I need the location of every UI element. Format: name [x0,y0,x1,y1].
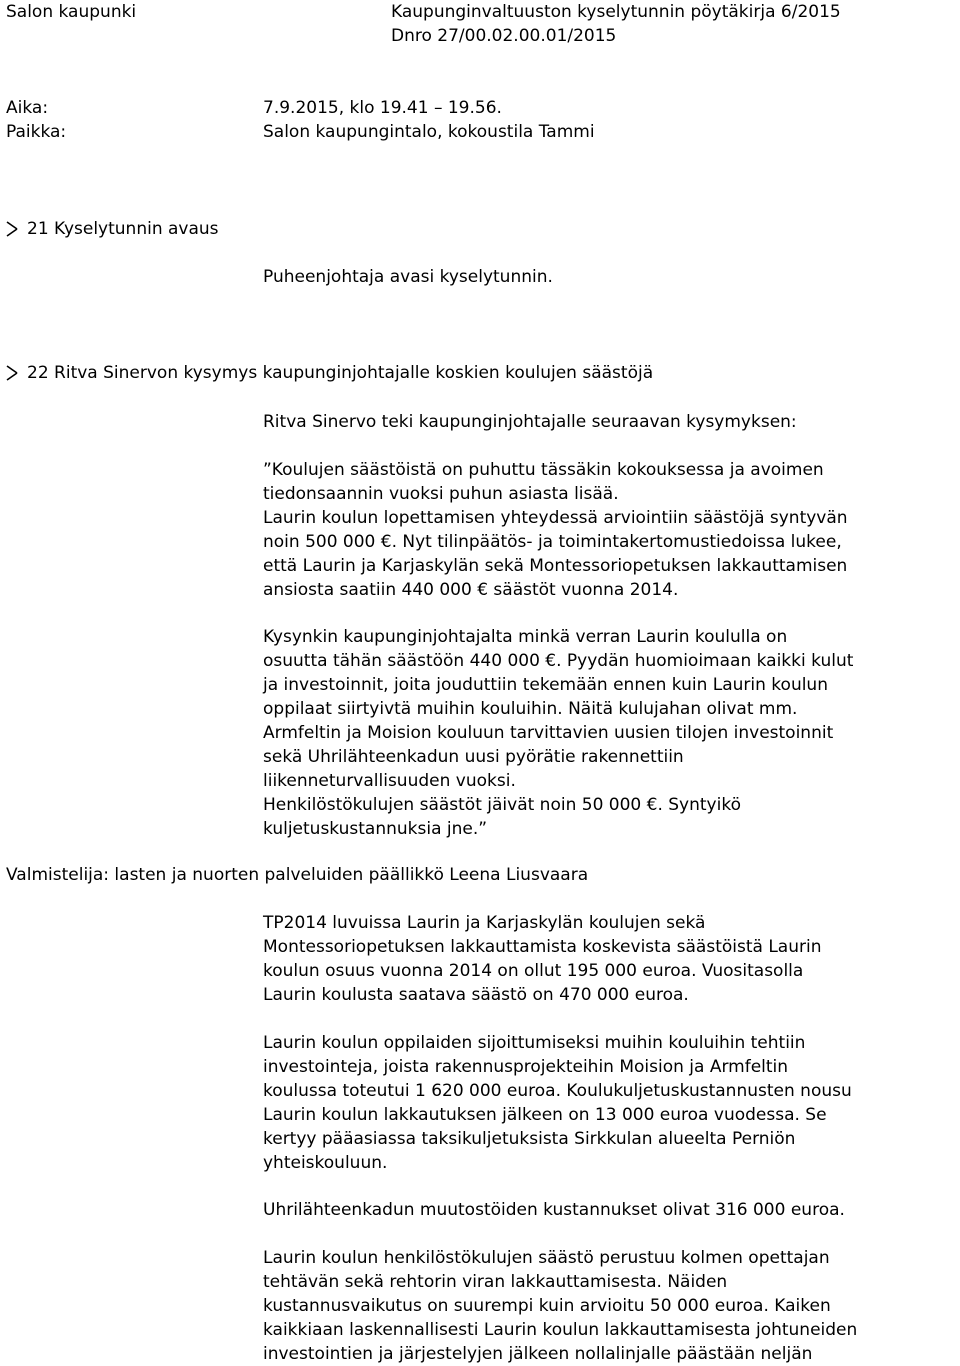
text-line: Armfeltin ja Moision kouluun tarvittavien uusien tilojen investoinnit [263,723,834,743]
text-line: Montessoriopetuksen lakkauttamista koskevista säästöistä Laurin [263,937,822,957]
text-line: kertyy pääasiassa taksikuljetuksista Sirkkulan alueelta Perniön [263,1129,796,1149]
text-line: TP2014 luvuissa Laurin ja Karjaskylän koulujen sekä [263,913,706,933]
section-marker-icon [6,220,18,238]
text-line: Laurin koulun lopettamisen yhteydessä arviointiin säästöjä syntyvän [263,508,848,528]
text-line: koulun osuus vuonna 2014 on ollut 195 000 euroa. Vuositasolla [263,961,804,981]
time-value: 7.9.2015, klo 19.41 – 19.56. [263,98,502,118]
section-22-heading [6,361,653,385]
time-label: Aika: [6,98,49,118]
section-21-text: Puheenjohtaja avasi kyselytunnin. [263,267,553,287]
answer-paragraph-4 [263,1246,953,1366]
section-21-heading [6,217,219,241]
text-line: oppilaat siirtyivtä muihin kouluihin. Näitä kulujahan olivat mm. [263,699,798,719]
text-line: sekä Uhrilähteenkadun uusi pyörätie rakennettiin [263,747,684,767]
section-21-title: 21 Kyselytunnin avaus [27,219,219,239]
question-intro: Ritva Sinervo teki kaupunginjohtajalle seuraavan kysymyksen: [263,412,797,432]
preparer-line: Valmistelija: lasten ja nuorten palveluiden päällikkö Leena Liusvaara [6,865,589,885]
text-line: tiedonsaannin vuoksi puhun asiasta lisää. [263,484,619,504]
document-number: Dnro 27/00.02.00.01/2015 [391,26,617,46]
question-paragraph-1 [263,458,953,602]
text-line: ja investoinnit, joita jouduttiin tekemään ennen kuin Laurin koulun [263,675,828,695]
text-line: kaikkiaan laskennallisesti Laurin koulun lakkauttamisesta johtuneiden [263,1320,858,1340]
text-line: tehtävän sekä rehtorin viran lakkauttamisesta. Näiden [263,1272,728,1292]
text-line: Laurin koulun henkilöstökulujen säästö perustuu kolmen opettajan [263,1248,830,1268]
answer-paragraph-3 [263,1198,953,1222]
text-line: ansiosta saatiin 440 000 € säästöt vuonna 2014. [263,580,679,600]
place-label: Paikka: [6,122,67,142]
place-value: Salon kaupungintalo, kokoustila Tammi [263,122,595,142]
text-line: osuutta tähän säästöön 440 000 €. Pyydän huomioimaan kaikki kulut [263,651,854,671]
text-line: yhteiskouluun. [263,1153,388,1173]
text-line: koulussa toteutui 1 620 000 euroa. Koulukuljetuskustannusten nousu [263,1081,852,1101]
text-line: kuljetuskustannuksia jne.” [263,819,488,839]
text-line: investointien ja järjestelyjen jälkeen nollalinjalle päästään neljän [263,1344,813,1364]
text-line: Laurin koulun lakkautuksen jälkeen on 13 000 euroa vuodessa. Se [263,1105,827,1125]
question-paragraph-2 [263,625,953,841]
text-line: ”Koulujen säästöistä on puhuttu tässäkin kokouksessa ja avoimen [263,460,824,480]
text-line: Uhrilähteenkadun muutostöiden kustannukset olivat 316 000 euroa. [263,1200,845,1220]
answer-paragraph-2 [263,1031,953,1175]
text-line: noin 500 000 €. Nyt tilinpäätös- ja toimintakertomustiedoissa lukee, [263,532,842,552]
organization-name: Salon kaupunki [6,2,137,22]
section-marker-icon [6,364,18,382]
text-line: Laurin koulusta saatava säästö on 470 000 euroa. [263,985,689,1005]
text-line: investointeja, joista rakennusprojekteihin Moision ja Armfeltin [263,1057,789,1077]
answer-paragraph-1 [263,911,953,1007]
text-line: Kysynkin kaupunginjohtajalta minkä verran Laurin koululla on [263,627,788,647]
text-line: että Laurin ja Karjaskylän sekä Montessoriopetuksen lakkauttamisen [263,556,848,576]
text-line: kustannusvaikutus on suurempi kuin arvioitu 50 000 euroa. Kaiken [263,1296,831,1316]
text-line: Laurin koulun oppilaiden sijoittumiseksi muihin kouluihin tehtiin [263,1033,806,1053]
document-title: Kaupunginvaltuuston kyselytunnin pöytäkirja 6/2015 [391,2,841,22]
text-line: Henkilöstökulujen säästöt jäivät noin 50 000 €. Syntyikö [263,795,741,815]
text-line: liikenneturvallisuuden vuoksi. [263,771,516,791]
section-22-title: 22 Ritva Sinervon kysymys kaupunginjohtajalle koskien koulujen säästöjä [27,363,654,383]
